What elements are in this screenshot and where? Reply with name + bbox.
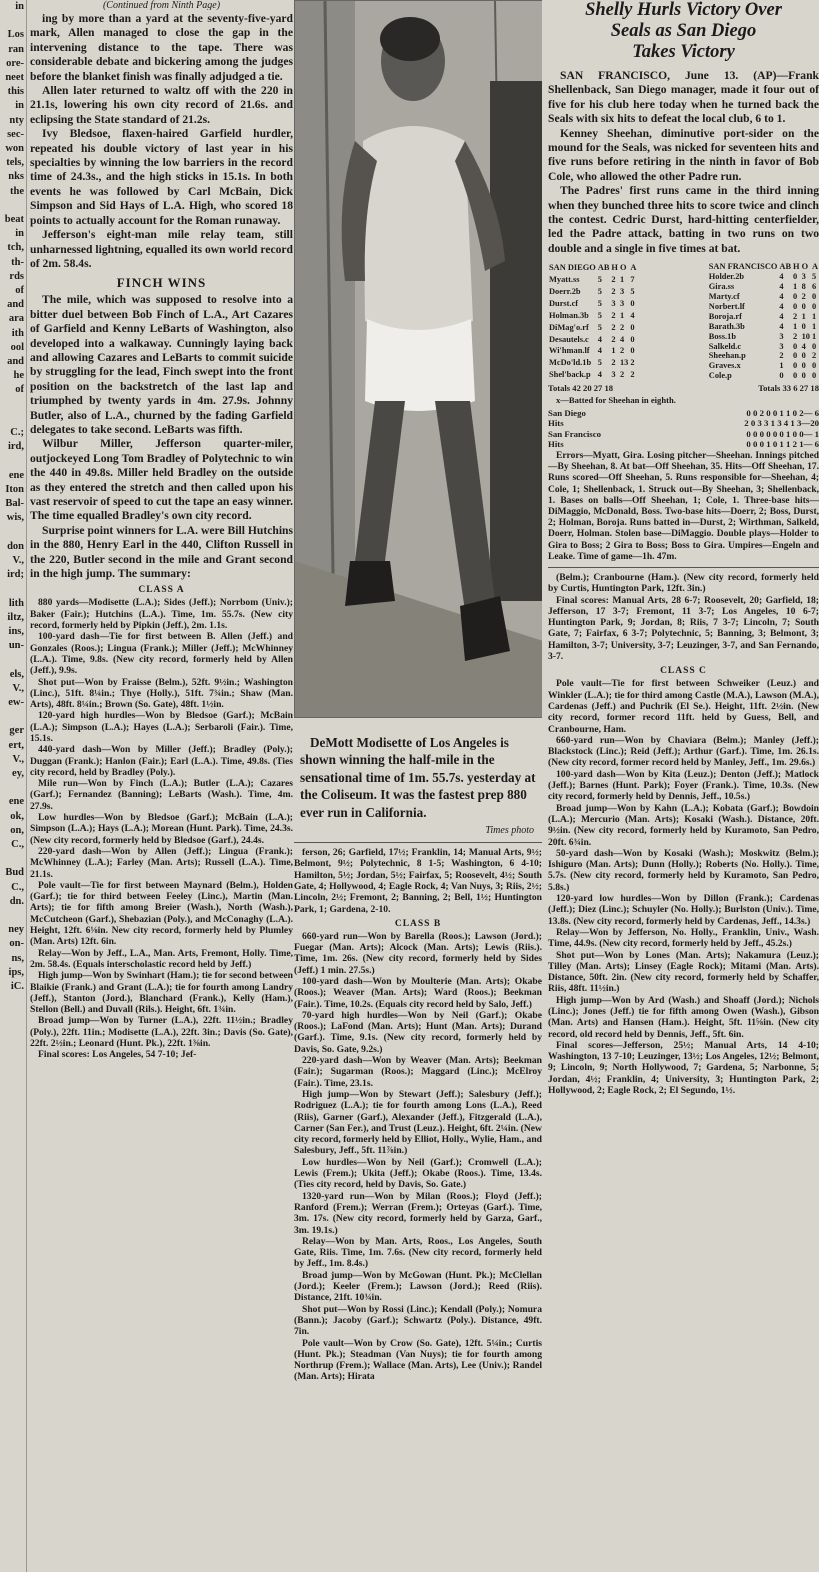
stat-header: A [630,263,637,273]
margin-fragment [0,852,26,866]
stat-cell: 2 [630,370,635,380]
totals-row [548,383,819,393]
line-score-values: 2 0 3 3 1 3 4 1 3—20 [744,418,819,429]
box-row [548,322,637,334]
stat-cell: 0 [793,301,798,311]
player-name: Barath.3b [708,321,745,331]
runner-illustration [295,1,542,717]
line-score-row [548,418,819,428]
divider-2 [548,567,819,568]
margin-fragment: V., [12,682,24,694]
result-entry: Shot put—Won by Lones (Man. Arts); Nakamura (Leuz.); Tilley (Man. Arts); Linsey (Eagle Rock); Mitami (Man. Arts). Distance, 50ft. 2in. (New city record, formerly held by Schaffer, Riis, 48ft. 11½in.) [548,949,819,995]
box-row [708,272,819,282]
margin-fragment [0,199,26,213]
margin-fragment: C., [11,881,24,893]
continued-line: (Continued from Ninth Page) [102,0,221,10]
stat-cell: 0 [630,322,635,332]
margin-fragment: un- [8,640,24,652]
stat-header: H [611,263,618,273]
stat-header: O [801,262,809,272]
margin-fragment: ara [8,313,24,325]
stat-cell: 1 [801,311,806,321]
line-score-values: 0 0 0 1 0 1 1 2 1— 6 [746,438,819,449]
sf-totals: Totals 33 6 27 18 [758,383,819,394]
margin-fragment: of [15,285,24,297]
class-c-intro-text: (Belm.); Cranbourne (Ham.). (New city record, formerly held by Curtis, Huntington Park, 12ft. 3in.) [548,572,819,595]
article-paragraph: ing by more than a yard at the seventy-five-yard mark, Allen managed to close the gap in the intervening distance to the tape. There was considerable debate and bickering among the judges before the blanket finish was finally adjudged a tie. [30,12,293,83]
stat-cell: 3 [619,298,625,308]
photo-caption: DeMott Modisette of Los Angeles is shown winning the half-mile in the sensational time of 1m. 55.7s. yesterday at the Coliseum. It was the fastest prep 880 ever run in California. [300,735,536,820]
stat-cell: 1 [811,321,817,331]
article-paragraph: Ivy Bledsoe, flaxen-haired Garfield hurdler, repeated his double victory of last year in his specialties by winning the low barriers in the record time of 24.3s., and the high sticks in 15.1s. In both events he was followed by Carl McBain, Dick Simpson and Sid Hays of L.A. High, who scored 18 points to actually account for the Roman runaway. [30,127,293,227]
margin-fragment: ore- [6,57,24,69]
margin-fragment: in [15,1,24,12]
result-entry: 440-yard dash—Won by Miller (Jeff.); Bradley (Poly.); Duggan (Frank.); Hanlon (Fair.); Earl (L.A.). Time, 49.8s. (Ties city record, held by Bradley (Poly.). [30,744,293,778]
margin-fragment: don [7,540,24,552]
margin-fragment: wis, [6,512,24,524]
result-entry: Mile run—Won by Finch (L.A.); Butler (L.A.); Cazares (Garf.); Fernandez (Banning); LeBarts (Wash.). Time, 4m. 27.9s. [30,778,293,812]
box-row [708,371,819,381]
margin-fragment: ene [8,469,24,481]
margin-fragment: ool [10,341,24,353]
stat-cell: 0 [811,301,817,311]
box-note: x—Batted for Sheehan in eighth. [556,395,676,406]
margin-fragment: C.; [10,427,24,439]
sd-totals: Totals 42 20 27 18 [548,383,614,394]
stat-cell: 0 [811,341,817,351]
stat-cell: 5 [811,272,817,282]
result-entry: Final scores—Jefferson, 25½; Manual Arts, 14 4-10; Washington, 13 7-10; Leuzinger, 13½; Los Angeles, 12½; Belmont, 9; Lincoln, 9; North Hollywood, 7; Gardena, 5; Narbonne, 5; Jordan, 4½; Franklin, 4; University, 3; Huntington Park, 2; Hollywood, 2; Eagle Rock, 2; El Segundo, 1½. [548,1039,819,1097]
player-name: Boss.1b [708,331,736,341]
box-row [548,369,637,381]
margin-fragment: ips, [8,966,24,978]
stat-cell: 4 [779,292,784,301]
result-entry: 100-yard dash—Tie for first between B. Allen (Jeff.) and Gonzales (Roos.); Lingua (Frank.); Miller (Jeff.); McWhinney (L.A.). Time, 9.8s. (New city record, formerly held by Allen (Jeff.), 9.9s. [30,631,293,677]
game-summary: Errors—Myatt, Gira. Losing pitcher—Sheehan. Innings pitched—By Sheehan, 8. At bat—Off Sheehan, 35. Hits—Off Sheehan, 17. Runs scored—Off Sheehan, 5. Runs responsible for—Sheehan, 4; Cole, 1; Shellenback, 1. Struck out—By Sheehan, 3; Shellenback, 1. Bases on balls—Off Sheehan, 1; Cole, 1. Three-base hits—DiMaggio, McDonald, Boss. Two-base hits—Doerr, 2; Boss, Durst, 2; Holman, Boroja. Runs batted in—Durst, 2; Wirthman, Salkeld, Doerr, Holman. Stolen base—DiMaggio. Double plays—Holder to Gira to Boss; 2 Gira to Boss; Boss to Gira. Umpires—Engeln and Leake. Time of game—1h. 47m. [548,450,819,562]
box-row [708,282,819,292]
class-c-results [548,678,819,1096]
stat-cell: 0 [779,371,784,381]
article-paragraph: Wilbur Miller, Jefferson quarter-miler, outjockeyed Long Tom Bradley of Polytechnic to win the 440 in 49.8s. Miller held Bradley on the outside as they entered the stretch and then called upon his vast reservoir of speed to cut the tape an easy winner. The time equalled Bradley's own city record. [30,437,293,523]
stat-cell: 1 [811,311,817,321]
stat-cell: 4 [597,346,602,356]
box-row [708,342,819,352]
stat-cell: 2 [611,287,616,297]
box-row [708,332,819,342]
stat-cell: 0 [793,371,798,381]
margin-fragment: he [13,370,24,382]
player-name: Doerr.2b [549,287,581,297]
player-name: Wi'hman.lf [549,346,590,356]
player-name: Norbert.lf [708,301,745,311]
result-entry: Pole vault—Tie for first between Maynard (Belm.), Holden (Garf.); tie for third between Feeley (Linc.), Martin (Man. Arts); tie for fifth among Breier (Wash.), North (Wash.), McCutcheon (Garf.), Shebazian (Poly.), and McConaghy (L.A.). Height, 12ft. 6⅛in. New city record, formerly held by Plumley (Man. Arts) 12ft. 6in. [30,879,293,948]
stat-cell: 5 [597,322,602,332]
stat-cell: 2 [630,358,635,368]
stat-cell: 3 [611,298,616,308]
class-b-intro [294,847,542,915]
stat-header: O [619,263,627,273]
player-name: Desautels.c [549,334,589,344]
box-row [708,361,819,371]
margin-fragment: the [10,185,24,197]
result-entry: Shot put—Won by Fraisse (Belm.), 52ft. 9½in.; Washington (Linc.), 51ft. 8¼in.; Thye (Holly.), 51ft. 7¾in.; Shaw (Man. Arts), 48ft. 8¼in.; Brown (So. Gate), 48ft. 1½in. [30,676,293,711]
player-name: Holman.3b [549,310,589,320]
stat-cell: 1 [611,346,616,356]
stat-cell: 0 [793,272,798,282]
stat-cell: 4 [779,311,784,321]
result-entry: 660-yard run—Won by Chaviara (Belm.); Manley (Jeff.); Blackstock (Linc.); Reid (Jeff.); Arthur (Garf.). Time, 1m. 26.1s. (New city record, former record held by Manley, Jeff., 1m. 29.6s.) [548,734,819,769]
line-score [548,408,819,449]
stat-cell: 5 [597,298,602,308]
result-entry: Relay—Won by Jeff., L.A., Man. Arts, Fremont, Holly. Time, 2m. 58.4s. (Equals interscholastic record held by Jeff.) [30,947,293,970]
player-name: Shel'back.p [549,370,591,380]
stat-cell: 0 [801,361,806,371]
stat-cell: 3 [779,331,784,341]
stat-header: AB [597,263,610,273]
margin-fragment: ew- [8,696,24,708]
margin-fragment: Bal- [5,498,24,510]
stat-cell: 1 [793,321,798,331]
stat-cell: 2 [619,322,625,332]
margin-fragment: Bud [5,867,24,879]
margin-fragment: rds [9,270,24,282]
stat-cell: 2 [811,351,817,361]
player-name: DiMag'o.rf [549,322,589,332]
margin-fragment: ird; [7,569,24,581]
line-score-label: San Francisco [548,428,602,439]
article-paragraph: Surprise point winners for L.A. were Bill Hutchins in the 880, Henry Earl in the 440, Clifton Russell in the 220, Butler second in the mile and Grant second in the high jump. The summary: [30,523,293,581]
stat-cell: 5 [597,310,602,320]
stat-cell: 13 [619,358,629,368]
result-entry: 100-yard dash—Won by Kita (Leuz.); Denton (Jeff.); Matlock (Jeff.); Barnes (Hunt. Park); Foyer (Frank.). Time, 10.3s. (New city record, formerly held by Dennis, Jeff., 10.5s.) [548,768,819,803]
line-score-label: Hits [548,438,564,449]
margin-fragment: ns, [11,952,24,964]
margin-fragment: ert, [8,739,24,751]
margin-fragment: ird, [7,441,24,453]
margin-fragment [0,412,26,426]
result-entry: Low hurdles—Won by Bledsoe (Garf.); McBain (L.A.); Simpson (L.A.); Hays (L.A.); Morean (Hunt. Park). Time, 24.3s. (New city record, formerly held by Bledsoe (Garf.), 24.4s. [30,812,293,846]
box-row [708,312,819,322]
stat-cell: 0 [801,351,806,361]
photo-column [294,0,542,1572]
margin-fragment: lith [8,597,24,609]
margin-fragment: this [7,86,24,98]
margin-fragment: els, [9,668,24,680]
result-entry: Pole vault—Tie for first between Schweiker (Leuz.) and Winkler (L.A.); tie for third among Castle (M.A.), Lawson (M.A.), Cardenas (Jeff.) and Puchrik (El Se.). Height, 11ft. 2½in. (New city record, former record 11ft. held by Guess, Bell, and Cranbourne, Ham. [548,678,819,735]
player-name: Graves.x [708,361,741,371]
stat-header: AB [779,262,792,272]
stat-cell: 4 [779,301,784,311]
result-entry: 70-yard high hurdles—Won by Neil (Garf.); Okabe (Roos.); LaFond (Man. Arts); Hunt (Man. Arts); Durand (Garf.). Time, 9.1s. (New city record, formerly held by Davis, So. Gate, 9.2s.) [294,1009,542,1055]
margin-fragment: on- [9,938,24,950]
margin-fragment [0,909,26,923]
player-name: Gira.ss [708,282,735,292]
stat-cell: 0 [811,371,817,381]
class-b-heading: CLASS B [394,918,442,929]
stat-cell: 1 [779,361,784,371]
result-entry: 1320-yard run—Won by Milan (Roos.); Floyd (Jeff.); Ranford (Frem.); Werran (Frem.); Orteyas (Garf.). Time, 3m. 17s. (New city record, formerly held by Garza, Garf., 3m. 19.1s.) [294,1190,542,1236]
divider [294,842,542,843]
margin-fragment: ith [11,327,24,339]
article-paragraph: Jefferson's eight-man mile relay team, still unharnessed lightning, equalled its own world record of 2m. 58.4s. [30,228,293,270]
margin-fragment: in [15,100,24,112]
left-margin-column [0,0,27,1572]
san-diego-box [548,262,637,381]
result-entry: Shot put—Won by Rossi (Linc.); Kendall (Poly.); Nomura (Bann.); Jacoby (Garf.); Schwartz (Poly.). Distance, 49ft. 7in. [294,1303,542,1338]
baseball-column [548,0,819,1572]
box-row [548,357,637,369]
result-entry: 660-yard run—Won by Barella (Roos.); Lawson (Jord.); Fuegar (Man. Arts); Alcock (Man. Arts); Lewis (Riis.). Time, 1m. 26s. (New city record, formerly held by Sides (Jeff.) 1 min. 27.5s.) [294,930,542,976]
result-entry: 50-yard dash—Won by Kosaki (Wash.); Moskwitz (Belm.); Ishiguro (Man. Arts); Dunn (Holly.); Roberts (No. Holly.). Time, 5.7s. (New city record, formerly held by Kuramoto, San Pedro, 5.8s.) [548,847,819,893]
line-score-row [548,429,819,439]
class-a-heading: CLASS A [138,585,185,596]
box-row [548,298,637,310]
stat-header: A [811,262,818,272]
result-entry: High jump—Won by Swinhart (Ham.); tie for second between Blaikie (Frank.) and Grant (L.A.); tie for fourth among Landry (Jeff.), Stanton (Jord.), Blanchard (Frank.), Kelly (Ham.), Stellon (Bell.) and Duvall (Rils.). Height, 6ft. 1¾in. [30,970,293,1016]
result-entry: High jump—Won by Stewart (Jeff.); Salesbury (Jeff.); Rodriguez (L.A.); tie for fourth among Lons (L.A.), Reed (Riis), Garner (Garf.), Alexander (Jeff.), Fitzgerald (L.A.), Carner (San Fer.), and Trust (Leuz.). Height, 6ft. 2¼in. (New city record, formerly held by Elliot, Holly., Wylie, Ham., and Salesbury, Jeff., 5ft. 11⅞in.) [294,1088,542,1157]
line-score-row [548,439,819,449]
finch-wins-subhead: FINCH WINS [116,275,207,291]
stat-cell: 4 [630,310,635,320]
article-paragraphs [30,12,293,271]
stat-cell: 3 [611,370,616,380]
margin-fragment [0,582,26,596]
stat-cell: 2 [793,331,798,341]
story-paragraph: The Padres' first runs came in the third inning when they bunched three hits to score twice and clinch the contest. Cedric Durst, hard-hitting centerfielder, led the Padre attack, batting in two runs on two double and a single in five times at bat. [548,184,819,255]
stat-cell: 4 [801,341,806,351]
box-row [548,286,637,298]
line-score-label: San Diego [548,408,586,419]
baseball-story [548,69,819,256]
stat-cell: 1 [793,282,798,292]
result-entry: 120-yard low hurdles—Won by Dillon (Frank.); Cardenas (Jeff.); Diez (Linc.); Schuyler (No. Holly.); Burlston (Univ.). Time, 13.8s. (New city record, formerly held by Cardenas, Jeff., 14.3s.) [548,893,819,927]
box-row [548,334,637,346]
stat-cell: 2 [619,346,625,356]
margin-fragment [0,653,26,667]
stat-cell: 2 [801,292,806,301]
stat-cell: 2 [611,334,616,344]
result-entry: Low hurdles—Won by Neil (Garf.); Cromwell (L.A.); Lewis (Frem.); Ukita (Jeff.); Okabe (Roos.). Time, 13.4s. (Ties city record, held by Davis, So. Gate.) [294,1156,542,1191]
margin-fragment: ins, [8,625,24,637]
class-a-results [30,597,293,1060]
margin-fragment: ok, [10,810,24,822]
result-entry: Relay—Won by Jefferson, No. Holly., Franklin, Univ., Wash. Time, 44.9s. (New city record, formerly held by Jeff., 45.2s.) [548,926,819,950]
margin-fragment [0,14,26,28]
stat-cell: 0 [801,321,806,331]
margin-fragment: nks [8,171,24,183]
stat-cell: 0 [811,292,817,301]
margin-fragment: Los [7,29,24,41]
margin-fragment: V., [12,554,24,566]
margin-fragment: and [7,356,24,368]
margin-fragment [0,781,26,795]
stat-cell: 4 [779,282,784,292]
san-francisco-box [708,262,819,381]
stat-cell: 2 [793,311,798,321]
box-row [708,351,819,361]
article-paragraph: The mile, which was supposed to resolve into a bitter duel between Bob Finch of L.A., Art Cazares of Garfield and Kenny LeBarts of Washington, also developed into a walkaway. Cunningly laying back and allowing Cazares and LeBarts to commit suicide by struggling for the lead, Finch swept into the front position on the backstretch of the last lap and triumphed by twenty yards in 4m. 27.9s. Johnny Butler, also of L.A., churned by the fading Garfield delegates to take second. LeBarts was fifth. [30,293,293,436]
stat-cell: 0 [793,351,798,361]
margin-fragment: sec- [7,128,24,140]
headline-line: Seals as San Diego [610,21,757,41]
line-score-values: 0 0 0 0 0 0 1 0 0— 1 [746,428,819,439]
margin-fragment: in [15,228,24,240]
box-row [548,345,637,357]
stat-cell: 5 [630,287,635,297]
story-paragraph: SAN FRANCISCO, June 13. (AP)—Frank Shellenback, San Diego manager, made it four out of five for his club here today when he turned back the Seals with six hits to defeat the local club, 6 to 1. [548,69,819,126]
class-b-results [294,931,542,1383]
class-c-intro [548,572,819,662]
stat-cell: 5 [597,287,602,297]
stat-cell: 1 [619,275,625,285]
runner-photo [294,0,542,718]
photo-credit: Times photo [485,825,534,837]
result-entry: Broad jump—Won by Turner (L.A.), 22ft. 11½in.; Bradley (Poly.), 22ft. 11in.; Modisette (L.A.), 22ft. 3in.; Davis (So. Gate), 22ft. 2½in.; Leonard (Hunt. Pk.), 22ft. 1⅜in. [30,1015,293,1050]
stat-cell: 0 [630,334,635,344]
result-entry: Pole vault—Won by Crow (So. Gate), 12ft. 5¼in.; Curtis (Hunt. Pk.); Steadman (Van Nuys); tie for fourth among Northrup (Frem.); Wallace (Man. Arts), Lee (Univ.); Randel (Man. Arts); Hirata [294,1337,542,1383]
margin-fragment: on, [10,824,24,836]
team-name: SAN DIEGO [549,263,596,273]
stat-cell: 4 [597,370,602,380]
box-row [708,322,819,332]
margin-fragment: ran [8,43,24,55]
margin-fragment [0,526,26,540]
margin-fragment: iC. [10,981,24,993]
stat-cell: 1 [619,310,625,320]
stat-cell: 3 [801,272,806,282]
result-entry: 880 yards—Modisette (L.A.); Sides (Jeff.); Norrbom (Univ.); Baker (Fair.); Hutchins (L.A.). Time, 1m. 55.7s. (New city record, formerly held by Pipkin (Jeff.), 2m. 1.1s. [30,597,293,632]
stat-cell: 0 [793,361,798,371]
stat-cell: 2 [611,275,616,285]
margin-fragment: and [7,299,24,311]
stat-cell: 4 [779,321,784,331]
box-row [548,274,637,286]
result-entry: 220-yard dash—Won by Allen (Jeff.); Lingua (Frank.); McWhinney (L.A.); Farley (Man. Arts); Russell (L.A.). Time, 21.1s. [30,845,293,880]
stat-cell: 4 [779,272,784,282]
stat-cell: 6 [811,282,817,292]
stat-cell: 0 [801,371,806,381]
margin-fragment: ene [8,796,24,808]
result-entry: Broad jump—Won by Kahn (L.A.); Kobata (Garf.); Bowdoin (L.A.); Mercurio (Man. Arts); Kosaki (Wash.). Distance, 20ft. 9½in. (New city record, formerly held by Kuramoto, San Pedro, 20ft. 6¾in. [548,802,819,848]
margin-fragment [0,455,26,469]
story-paragraph: Kenney Sheehan, diminutive port-sider on the mound for the Seals, was nicked for seventeen hits and five runs before retiring in the ninth in favor of Bob Cole, who allowed the other Padre run. [548,126,819,183]
result-entry: 100-yard dash—Won by Moulterie (Man. Arts); Okabe (Roos.); Weaver (Man. Arts); Ward (Roos.); Beekman (Fair.). Time, 10.2s. (Equals city record held by Salo, Jeff.) [294,976,542,1010]
margin-fragment: tch, [7,242,24,254]
margin-fragment [0,710,26,724]
margin-fragment: ey, [12,767,24,779]
player-name: Cole.p [708,371,732,381]
margin-fragment: neet [5,72,24,84]
stat-cell: 3 [779,341,784,351]
box-row [708,292,819,302]
result-entry: 220-yard dash—Won by Weaver (Man. Arts); Beekman (Fair.); Sugarman (Roos.); Maggard (Linc.); McElroy (Fair.). Time, 23.1s. [294,1055,542,1089]
stat-cell: 10 [801,331,810,341]
stat-cell: 2 [611,310,616,320]
result-entry: Broad jump—Won by McGowan (Hunt. Pk.); McClellan (Jord.); Keeler (Frem.); Lawson (Jord.); Reed (Riis). Distance, 21ft. 10¾in. [294,1269,542,1304]
margin-fragment [0,398,26,412]
line-score-label: Hits [548,418,564,429]
result-entry: High jump—Won by Ard (Wash.) and Shoaff (Jord.); Nichols (Linc.); Jones (Jeff.) tie for fifth among Owen (Wash.), Gibson (Man. Arts) and Hansen (Ham.). Height, 5ft. 11⅝in. (New city record, old record held by Dennis, Jeff., 5ft. 6in. [548,994,819,1040]
article-paragraph: Allen later returned to waltz off with the 220 in 21.1s, lowering his own city record of 21.6s. and eclipsing the State standard of 21.2s. [30,84,293,126]
stat-cell: 0 [793,292,798,301]
margin-fragment: C., [11,838,24,850]
player-name: Myatt.ss [549,275,580,285]
stat-cell: 8 [801,282,806,292]
stat-cell: 0 [793,341,798,351]
player-name: Marty.cf [708,292,740,301]
line-score-values: 0 0 2 0 0 1 1 0 2— 6 [746,408,819,419]
class-c-intro-text: Final scores: Manual Arts, 28 6-7; Roosevelt, 20; Garfield, 18; Jefferson, 17 3-7; Fremont, 11 3-7; Los Angeles, 10 6-7; Huntington Park, 9; Jordan, 8; Riis, 7 3-7; Lincoln, 7; South Gate, 7; Fairfax, 6 3-7; Polytechnic, 5; Banning, 3; Belmont, 3; Hamilton, 3-7; University, 3-7; Leuzinger, 3-7, and San Fernando, 3-7. [548,594,819,663]
stat-header: H [793,262,800,272]
class-b-intro-text: ferson, 26; Garfield, 17½; Franklin, 14; Manual Arts, 9½; Belmont, 9½; Polytechnic, 8 1-5; Washington, 6 4-10; Hamilton, 5½; Jordan, 5½; Fairfax, 5; Roosevelt, 4½; South Gate, 4; Hollywood, 4; Eagle Rock, 4; Van Nuys, 3; Riis, 2½; Lincoln, 2½; Fremont, 2; Banning, 2; Bell, 1½; Huntington Park, 1; Gardena, 2-10. [294,847,542,915]
margin-fragment: dn. [9,895,24,907]
stat-cell: 5 [597,358,602,368]
margin-fragment: iltz, [7,611,24,623]
stat-cell: 2 [611,358,616,368]
player-name: Boroja.rf [708,311,742,321]
baseball-headline [548,0,819,63]
box-row [548,310,637,322]
headline-line: Takes Victory [632,42,735,62]
stat-cell: 5 [597,275,602,285]
article-paragraphs-2 [30,293,293,581]
player-name: Durst.cf [549,298,579,308]
stat-cell: 4 [619,334,625,344]
headline-line: Shelly Hurls Victory Over [585,0,782,20]
margin-fragment: nty [9,114,24,126]
margin-fragment: th- [11,256,24,268]
stat-cell: 0 [630,346,635,356]
line-score-row [548,408,819,418]
player-name: Holder.2b [708,272,745,282]
team-name: SAN FRANCISCO [708,262,778,272]
class-c-heading: CLASS C [660,666,707,677]
stat-cell: 3 [619,287,625,297]
margin-fragment: ney [8,924,24,936]
stat-cell: 4 [597,334,602,344]
stat-cell: 1 [811,331,817,341]
stat-cell: 0 [811,361,817,371]
margin-fragment: ger [9,725,24,737]
track-article-column [30,0,293,1572]
player-name: Sheehan.p [708,351,746,361]
margin-fragment: Iton [5,483,24,495]
result-entry: Relay—Won by Man. Arts, Roos., Los Angeles, South Gate, Riis. Time, 1m. 7.6s. (New city record, formerly held by Jeff., 1m. 8.4s.) [294,1235,542,1270]
stat-cell: 0 [801,301,806,311]
stat-cell: 0 [630,298,635,308]
stat-cell: 2 [619,370,625,380]
player-name: McDo'ld.1b [549,358,592,368]
margin-fragment: won [5,143,24,155]
margin-fragment: V., [12,753,24,765]
result-entry: 120-yard high hurdles—Won by Bledsoe (Garf.); McBain (L.A.); Simpson (L.A.); Hayes (L.A.); Serbaroli (Fair.). Time, 15.1s. [30,710,293,744]
player-name: Salkeld.c [708,341,742,351]
margin-fragment: beat [4,214,24,226]
margin-fragment: of [15,384,24,396]
box-score [548,262,819,381]
stat-cell: 2 [779,351,784,361]
stat-cell: 2 [611,322,616,332]
box-row [708,302,819,312]
stat-cell: 7 [630,275,635,285]
result-entry: Final scores: Los Angeles, 54 7-10; Jef- [38,1049,197,1061]
margin-fragment: tels, [6,157,24,169]
